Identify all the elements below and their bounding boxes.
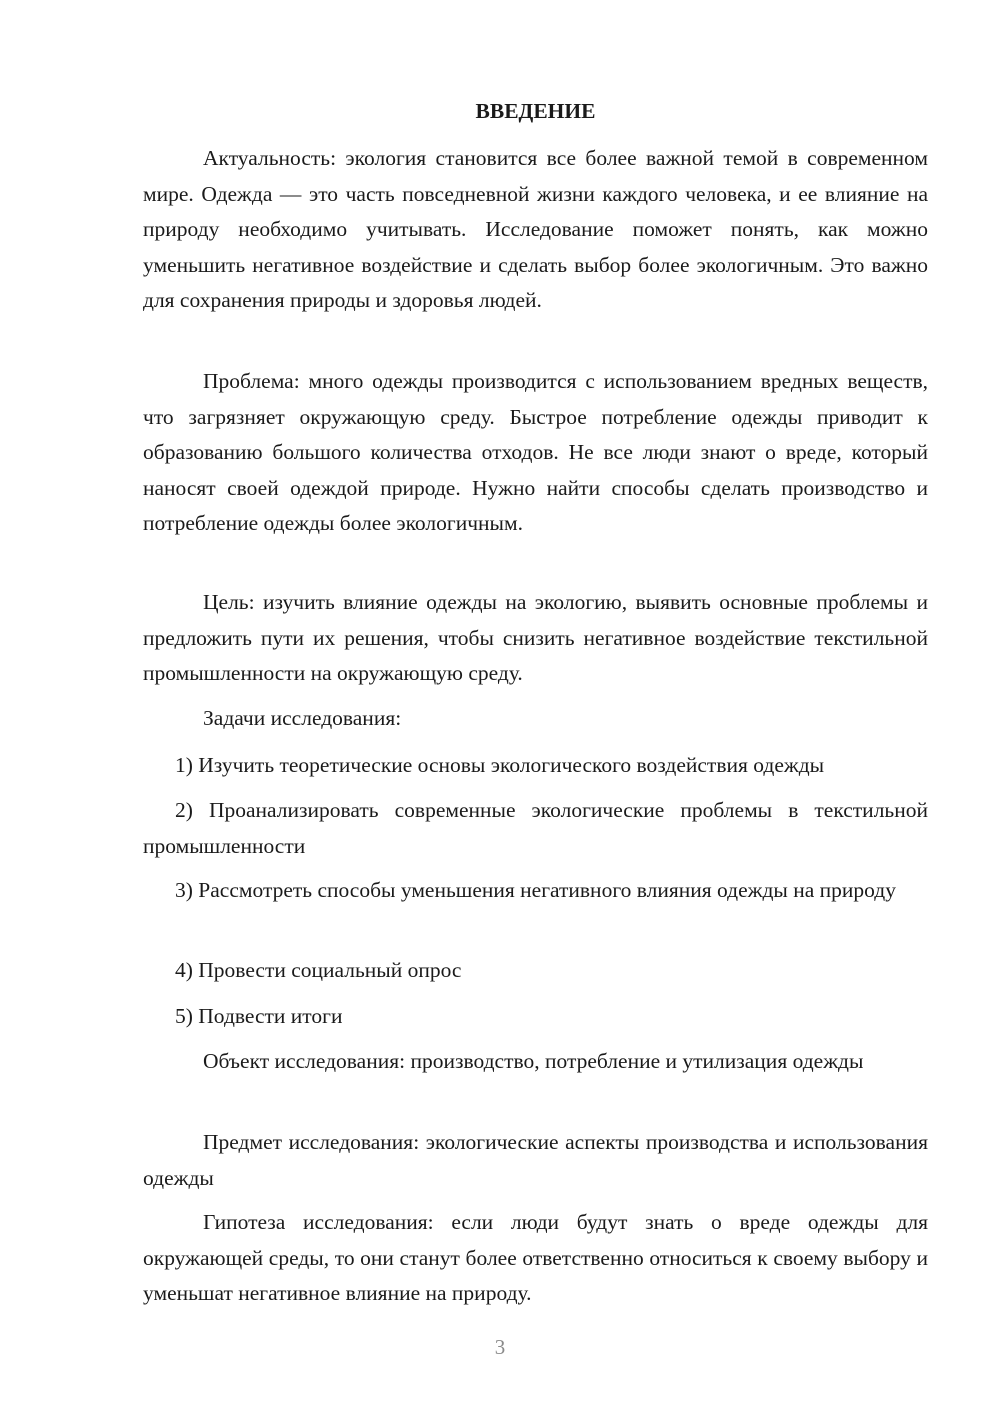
- paragraph-subject: Предмет исследования: экологические аспекты производства и использования одежды: [143, 1130, 928, 1190]
- paragraph-relevance: Актуальность: экология становится все более важной темой в современном мире. Одежда — это часть повседневной жизни каждого человека, и ее влияние на природу необходимо учитывать. Исследование поможет понять, как можно уменьшить негативное воздействие и сделать выбор более экологичным. Это важно для сохранения природы и здоровья людей.: [143, 146, 928, 312]
- task-item-2: 2) Проанализировать современные экологические проблемы в текстильной промышленности: [143, 798, 928, 858]
- section-heading: ВВЕДЕНИЕ: [475, 99, 596, 123]
- tasks-heading: Задачи исследования:: [203, 706, 402, 730]
- page-number: 3: [494, 1335, 506, 1359]
- task-item-4: 4) Провести социальный опрос: [175, 958, 462, 982]
- task-item-5: 5) Подвести итоги: [175, 1004, 343, 1028]
- paragraph-hypothesis: Гипотеза исследования: если люди будут знать о вреде одежды для окружающей среды, то они станут более ответственно относиться к своему выбору и уменьшат негативное влияние на природу.: [143, 1210, 928, 1305]
- paragraph-goal: Цель: изучить влияние одежды на экологию, выявить основные проблемы и предложить пути их решения, чтобы снизить негативное воздействие текстильной промышленности на окружающую среду.: [143, 590, 928, 685]
- paragraph-problem: Проблема: много одежды производится с использованием вредных веществ, что загрязняет окружающую среду. Быстрое потребление одежды приводит к образованию большого количества отходов. Не все люди знают о вреде, который наносят своей одеждой природе. Нужно найти способы сделать производство и потребление одежды более экологичным.: [143, 369, 928, 535]
- task-item-3: 3) Рассмотреть способы уменьшения негативного влияния одежды на природу: [175, 878, 896, 902]
- task-item-1: 1) Изучить теоретические основы экологического воздействия одежды: [175, 753, 825, 777]
- paragraph-object: Объект исследования: производство, потребление и утилизация одежды: [203, 1049, 864, 1073]
